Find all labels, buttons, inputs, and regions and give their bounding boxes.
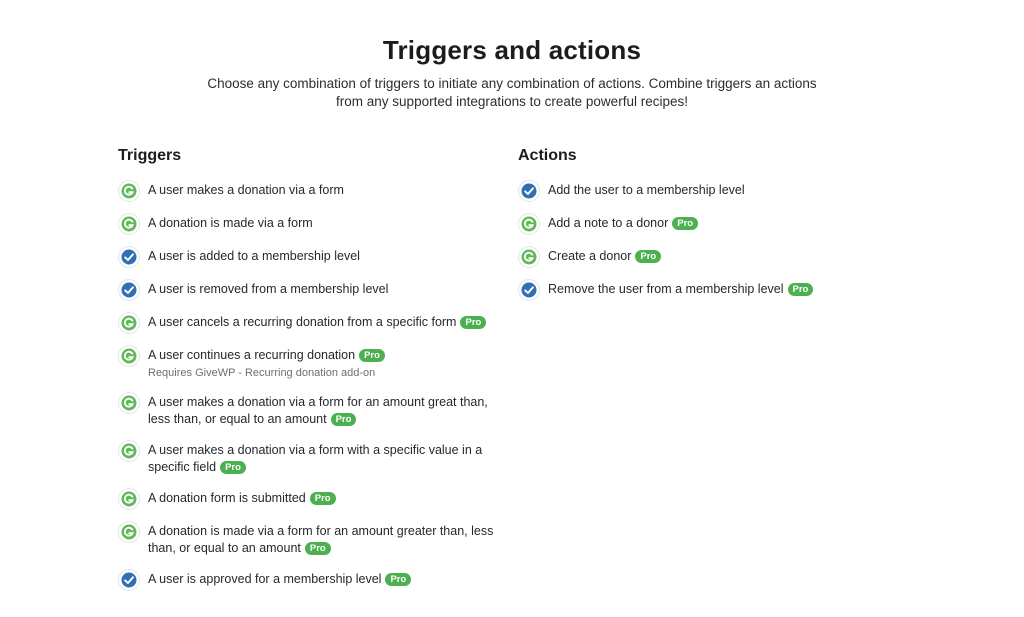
pro-badge: Pro — [672, 217, 698, 230]
trigger-item-body — [148, 180, 344, 200]
action-item — [518, 279, 918, 301]
membership-check-icon — [518, 279, 540, 301]
pro-badge: Pro — [788, 283, 814, 296]
trigger-item-label: A donation form is submitted — [148, 490, 306, 505]
trigger-item-body — [148, 279, 388, 299]
action-item-body — [548, 213, 698, 233]
trigger-item — [118, 440, 508, 477]
action-item-label: Add the user to a membership level — [548, 183, 745, 197]
trigger-item — [118, 180, 508, 202]
page-title: Triggers and actions — [382, 35, 642, 66]
trigger-item-label: A user cancels a recurring donation from a specific form — [148, 315, 457, 329]
action-item-body — [548, 180, 745, 200]
membership-check-icon — [518, 180, 540, 202]
trigger-item — [118, 392, 508, 429]
action-item-body — [548, 246, 661, 266]
trigger-item-label: A user makes a donation via a form for an amount great than, less than, or equal to an amount — [148, 394, 488, 426]
trigger-item-body — [148, 569, 411, 589]
trigger-item-label: A user continues a recurring donation — [148, 348, 356, 362]
action-item-body — [548, 279, 813, 299]
pro-badge: Pro — [305, 542, 331, 555]
trigger-item — [118, 279, 508, 301]
pro-badge: Pro — [635, 250, 661, 263]
action-item-label: Create a donor — [548, 249, 632, 263]
pro-badge: Pro — [220, 461, 246, 474]
givewp-icon — [118, 521, 140, 543]
trigger-item — [118, 569, 508, 591]
actions-heading: Actions — [518, 147, 577, 164]
trigger-item-body — [148, 213, 313, 233]
trigger-item — [118, 488, 508, 510]
trigger-item-label: A user is approved for a membership level — [148, 571, 382, 586]
trigger-item-label: A user makes a donation via a form — [148, 183, 344, 197]
trigger-item-body — [148, 246, 360, 266]
trigger-item-label: A donation is made via a form — [148, 216, 313, 230]
triggers-column — [118, 146, 508, 602]
givewp-icon — [518, 246, 540, 268]
action-item — [518, 213, 918, 235]
pro-badge: Pro — [359, 349, 385, 362]
trigger-item-body — [148, 440, 508, 477]
givewp-icon — [118, 392, 140, 414]
trigger-item — [118, 213, 508, 235]
page-subtitle: Choose any combination of triggers to initiate any combination of actions. Combine triggers an actions from any supported integrations to create powerful recipes! — [207, 75, 817, 109]
triggers-heading: Triggers — [118, 147, 182, 164]
pro-badge: Pro — [310, 492, 336, 505]
pro-badge: Pro — [331, 413, 357, 426]
trigger-item-label: A user is added to a membership level — [148, 249, 360, 263]
pro-badge: Pro — [385, 573, 411, 586]
trigger-item-label: A user is removed from a membership level — [148, 282, 389, 296]
trigger-item-label: A donation is made via a form for an amount greater than, less than, or equal to an amount — [148, 523, 494, 555]
membership-check-icon — [118, 246, 140, 268]
triggers-list — [118, 180, 508, 591]
givewp-icon — [118, 488, 140, 510]
action-item-label: Remove the user from a membership level — [548, 282, 784, 296]
givewp-icon — [118, 440, 140, 462]
trigger-item — [118, 345, 508, 381]
trigger-item-body — [148, 345, 385, 381]
givewp-icon — [518, 213, 540, 235]
givewp-icon — [118, 312, 140, 334]
membership-check-icon — [118, 279, 140, 301]
action-item-label: Add a note to a donor — [548, 216, 669, 230]
membership-check-icon — [118, 569, 140, 591]
givewp-icon — [118, 345, 140, 367]
actions-list — [518, 180, 918, 301]
trigger-item-body — [148, 521, 508, 558]
trigger-item — [118, 246, 508, 268]
givewp-icon — [118, 213, 140, 235]
pro-badge: Pro — [460, 316, 486, 329]
trigger-item-body — [148, 488, 336, 508]
action-item — [518, 180, 918, 202]
trigger-item-label: A user makes a donation via a form with a specific value in a specific field — [148, 442, 483, 474]
action-item — [518, 246, 918, 268]
trigger-item — [118, 521, 508, 558]
givewp-icon — [118, 180, 140, 202]
trigger-item-note: Requires GiveWP - Recurring donation add-on — [148, 366, 376, 379]
trigger-item — [118, 312, 508, 334]
trigger-item-body — [148, 312, 486, 332]
trigger-item-body — [148, 392, 508, 429]
actions-column — [518, 146, 918, 312]
